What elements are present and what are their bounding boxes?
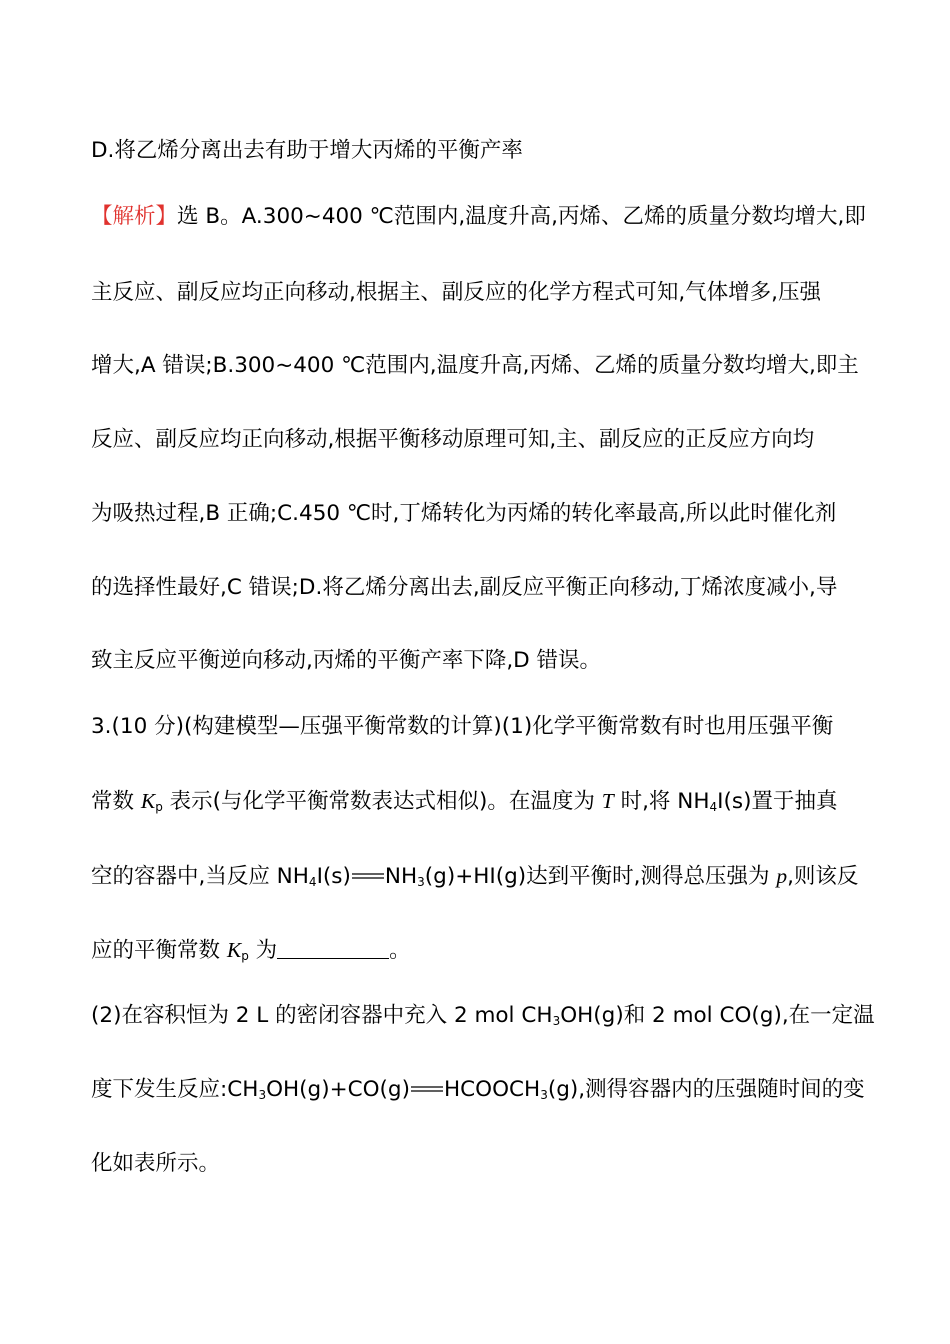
nh3-subscript: 3 — [417, 875, 425, 889]
answer-blank[interactable] — [277, 936, 389, 959]
analysis-line-5 — [91, 499, 871, 529]
analysis-line-6 — [91, 573, 871, 603]
option-d-line — [91, 136, 871, 166]
q3-part2-text-1a: (2)在容积恒为 2 L 的密闭容器中充入 2 mol CH — [91, 1003, 553, 1028]
equilibrium-arrow-icon-2 — [410, 1085, 444, 1093]
analysis-text-6: 的选择性最好,C 错误;D.将乙烯分离出去,副反应平衡正向移动,丁烯浓度减小,导 — [91, 575, 838, 600]
q3-text-3b: I(s) — [316, 864, 351, 889]
question-3-text-1: 3.(10 分)(构建模型—压强平衡常数的计算)(1)化学平衡常数有时也用压强平衡 — [91, 714, 834, 739]
kp-symbol: K — [140, 789, 156, 813]
q3-text-2c: 时,将 NH — [613, 789, 710, 814]
nh4-subscript-2: 4 — [308, 875, 317, 889]
analysis-text-5: 为吸热过程,B 正确;C.450 ℃时,丁烯转化为丙烯的转化率最高,所以此时催化剂 — [91, 501, 837, 526]
kp-symbol-2: K — [226, 938, 242, 962]
question-3-line-3 — [91, 861, 871, 892]
ch3-subscript: 3 — [552, 1014, 561, 1028]
analysis-text-1: 选 B。A.300~400 ℃范围内,温度升高,丙烯、乙烯的质量分数均增大,即 — [177, 204, 866, 229]
q3-text-3c: NH — [384, 864, 418, 889]
analysis-text-2: 主反应、副反应均正向移动,根据主、副反应的化学方程式可知,气体增多,压强 — [91, 280, 822, 305]
analysis-tag: 【解析】 — [91, 204, 178, 229]
ch3-subscript-2: 3 — [258, 1088, 267, 1102]
question-3-part2-line-2 — [91, 1075, 871, 1105]
analysis-text-3: 增大,A 错误;B.300~400 ℃范围内,温度升高,丙烯、乙烯的质量分数均增大,即主 — [91, 353, 859, 378]
analysis-text-4: 反应、副反应均正向移动,根据平衡移动原理可知,主、副反应的正反应方向均 — [91, 427, 815, 452]
q3-text-2d: I(s)置于抽真 — [717, 789, 838, 814]
q3-text-3e: ,则该反 — [787, 864, 859, 889]
nh4-subscript: 4 — [709, 800, 718, 814]
q3-text-2b: 表示(与化学平衡常数表达式相似)。在温度为 — [162, 789, 602, 814]
pressure-symbol: p — [776, 864, 788, 888]
q3-part2-text-2c: HCOOCH — [443, 1077, 541, 1102]
q3-text-4b: 为 — [248, 938, 278, 963]
kp-subscript: p — [155, 800, 163, 814]
question-3-line-4 — [91, 935, 871, 966]
q3-text-2a: 常数 — [91, 789, 141, 814]
analysis-line-2 — [91, 278, 871, 308]
analysis-line-3 — [91, 351, 871, 381]
option-d-text: D.将乙烯分离出去有助于增大丙烯的平衡产率 — [91, 138, 523, 163]
question-3-part2-line-1 — [91, 1001, 875, 1031]
q3-part2-text-2a: 度下发生反应:CH — [91, 1077, 259, 1102]
analysis-line-1 — [91, 202, 871, 232]
ch3-subscript-3: 3 — [540, 1088, 548, 1102]
equilibrium-arrow-icon — [351, 872, 385, 880]
q3-text-4c: 。 — [389, 938, 411, 963]
question-3-line-1 — [91, 712, 871, 742]
q3-text-3a: 空的容器中,当反应 NH — [91, 864, 309, 889]
q3-text-4a: 应的平衡常数 — [91, 938, 227, 963]
q3-text-3d: (g)+HI(g)达到平衡时,测得总压强为 — [424, 864, 777, 889]
q3-part2-text-2b: OH(g)+CO(g) — [266, 1077, 410, 1102]
analysis-line-7 — [91, 646, 871, 676]
question-3-part2-line-3 — [91, 1149, 871, 1179]
question-3-line-2 — [91, 786, 871, 817]
analysis-text-7: 致主反应平衡逆向移动,丙烯的平衡产率下降,D 错误。 — [91, 648, 602, 673]
analysis-line-4 — [91, 425, 871, 455]
q3-part2-text-2d: (g),测得容器内的压强随时间的变 — [547, 1077, 865, 1102]
temperature-symbol: T — [601, 789, 614, 813]
q3-part2-text-3: 化如表所示。 — [91, 1151, 221, 1176]
q3-part2-text-1b: OH(g)和 2 mol CO(g),在一定温 — [560, 1003, 875, 1028]
kp-subscript-2: p — [241, 949, 249, 963]
